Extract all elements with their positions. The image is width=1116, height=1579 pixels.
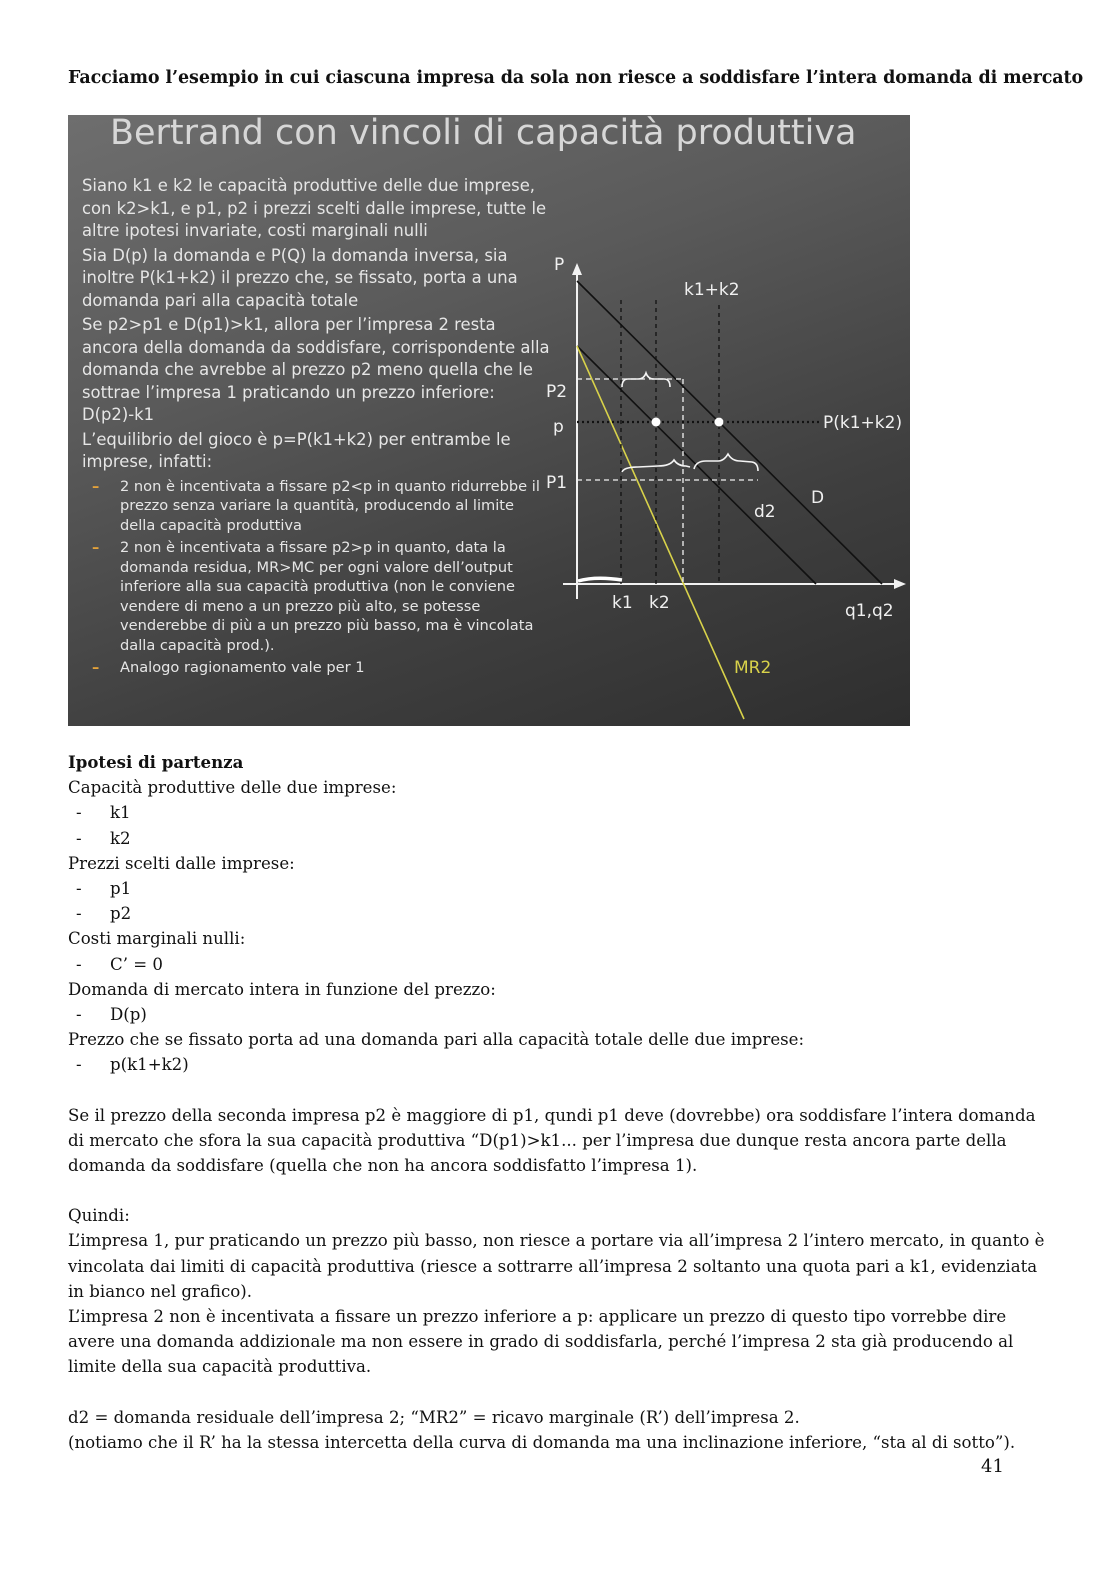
tick-label-k1: k1 bbox=[612, 593, 633, 613]
section-title: Ipotesi di partenza bbox=[68, 752, 244, 772]
slide-title: Bertrand con vincoli di capacità produttiva bbox=[110, 115, 857, 153]
bullet-dash: - bbox=[76, 1005, 82, 1025]
list-item-text: k2 bbox=[110, 828, 131, 848]
tick-label-p2: P2 bbox=[546, 382, 568, 402]
bullet-dash: - bbox=[76, 904, 82, 924]
body-text bbox=[68, 750, 1048, 1455]
paragraph: Se il prezzo della seconda impresa p2 è maggiore di p1, qundi p1 deve (dovrebbe) ora soddisfare l’intera domanda di mercato che sfora la sua capacità produttiva “D(p1)>k1... per l’impresa due dunque resta ancora parte della domanda da soddisfare (quella che non ha ancora soddisfatto l’impresa 1). bbox=[68, 1105, 1036, 1176]
bullet-dash: – bbox=[92, 539, 100, 556]
y-axis-arrow-icon bbox=[572, 263, 582, 275]
tick-label-p1: P1 bbox=[546, 473, 568, 493]
paragraph: (notiamo che il R’ ha la stessa intercetta della curva di domanda ma una inclinazione inferiore, “sta al di sotto”). bbox=[68, 1432, 1016, 1452]
slide-bullet-text: 2 non è incentivata a fissare p2>p in quanto, data la domanda residua, MR>MC per ogni valore dell’output inferiore alla sua capacità produttiva (non le conviene vendere di meno a un prezzo più alto, se potesse venderebbe di più a un prezzo più basso, ma è vincolata dalla capacità prod.). bbox=[120, 539, 534, 654]
tick-label-k2: k2 bbox=[649, 593, 670, 613]
bullet-dash: – bbox=[92, 477, 100, 495]
bullet-dash: – bbox=[92, 659, 100, 676]
bullet-list bbox=[68, 876, 1048, 926]
group-label: Domanda di mercato intera in funzione del prezzo: bbox=[68, 979, 496, 999]
paragraph: d2 = domanda residuale dell’impresa 2; “MR2” = ricavo marginale (R’) dell’impresa 2. bbox=[68, 1407, 800, 1427]
bullet-list bbox=[68, 1052, 1048, 1077]
slide-paragraph: Se p2>p1 e D(p1)>k1, allora per l’impresa 2 resta ancora della domanda da soddisfare, corrispondente alla domanda che avrebbe al prezzo p2 meno quella che le sottrae l’impresa 1 praticando un prezzo inferiore: D(p2)-k1 bbox=[82, 315, 550, 424]
page-number: 41 bbox=[981, 1456, 1004, 1477]
y-axis-label: P bbox=[554, 255, 565, 275]
bertrand-capacity-chart bbox=[68, 115, 910, 726]
bullet-dash: - bbox=[76, 1055, 82, 1075]
group-label: Prezzi scelti dalle imprese: bbox=[68, 853, 295, 873]
list-item bbox=[68, 800, 1048, 825]
bullet-dash: - bbox=[76, 803, 82, 823]
bullet-dash: - bbox=[76, 954, 82, 974]
group-label: Costi marginali nulli: bbox=[68, 929, 246, 949]
paragraph: Quindi: bbox=[68, 1206, 130, 1226]
bullet-dash: - bbox=[76, 828, 82, 848]
point-k2-p bbox=[652, 418, 661, 427]
group-label: Capacità produttive delle due imprese: bbox=[68, 778, 397, 798]
bullet-dash: - bbox=[76, 879, 82, 899]
k1-quota-mark bbox=[578, 578, 622, 581]
slide-paragraph: L’equilibrio del gioco è p=P(k1+k2) per entrambe le imprese, infatti: bbox=[82, 429, 511, 471]
slide-bullet-text: Analogo ragionamento vale per 1 bbox=[120, 659, 365, 676]
slide-paragraph: Siano k1 e k2 le capacità produttive delle due imprese, con k2>k1, e p1, p2 i prezzi scelti dalle imprese, tutte le altre ipotesi invariate, costi marginali nulli bbox=[82, 176, 547, 240]
list-item bbox=[68, 826, 1048, 851]
list-item-text: k1 bbox=[110, 803, 131, 823]
point-k1k2-p bbox=[715, 418, 724, 427]
group-label: Prezzo che se fissato porta ad una domanda pari alla capacità totale delle due imprese: bbox=[68, 1030, 805, 1050]
brace-p1-right bbox=[694, 454, 758, 471]
bullet-list bbox=[68, 800, 1048, 850]
paragraph: L’impresa 1, pur praticando un prezzo più basso, non riesce a portare via all’impresa 2 l’intero mercato, in quanto è vincolata dai limiti di capacità produttiva (riesce a sottrarre all’impresa 2 soltanto una quota pari a k1, evidenziata in bianco nel grafico). bbox=[68, 1231, 1045, 1301]
label-d2: d2 bbox=[754, 502, 776, 522]
list-item-text: p(k1+k2) bbox=[110, 1055, 189, 1075]
x-axis-arrow-icon bbox=[894, 579, 906, 589]
x-axis-label: q1,q2 bbox=[845, 601, 894, 621]
slide-paragraph: Sia D(p) la domanda e P(Q) la domanda inversa, sia inoltre P(k1+k2) il prezzo che, se fissato, porta a una domanda pari alla capacità totale bbox=[82, 245, 518, 310]
tick-label-p: p bbox=[553, 417, 564, 437]
paragraph: L’impresa 2 non è incentivata a fissare un prezzo inferiore a p: applicare un prezzo di questo tipo vorrebbe dire avere una domanda addizionale ma non essere in grado di soddisfarla, perché l’impresa 2 sta già producendo al limite della sua capacità produttiva. bbox=[68, 1307, 1014, 1377]
page-heading: Facciamo l’esempio in cui ciascuna impresa da sola non riesce a soddisfare l’intera domanda di mercato bbox=[68, 68, 1084, 88]
list-item bbox=[68, 876, 1048, 901]
label-demand-d: D bbox=[811, 488, 825, 508]
label-p-k1k2: P(k1+k2) bbox=[823, 413, 903, 433]
list-item-text: p1 bbox=[110, 879, 132, 899]
list-item bbox=[68, 1052, 1048, 1077]
bullet-list bbox=[68, 952, 1048, 977]
label-mr2: MR2 bbox=[734, 658, 772, 678]
list-item-text: p2 bbox=[110, 904, 132, 924]
label-k1k2: k1+k2 bbox=[684, 280, 740, 300]
slide-image bbox=[68, 115, 910, 726]
list-item bbox=[68, 952, 1048, 977]
list-item bbox=[68, 901, 1048, 926]
list-item-text: C’ = 0 bbox=[110, 954, 163, 974]
slide-bullet-text: 2 non è incentivata a fissare p2<p in quanto ridurrebbe il prezzo senza variare la quantità, producendo al limite della capacità produttiva bbox=[120, 477, 540, 534]
list-item-text: D(p) bbox=[110, 1005, 147, 1025]
brace-p2 bbox=[622, 373, 670, 387]
list-item bbox=[68, 1002, 1048, 1027]
bullet-list bbox=[68, 1002, 1048, 1027]
